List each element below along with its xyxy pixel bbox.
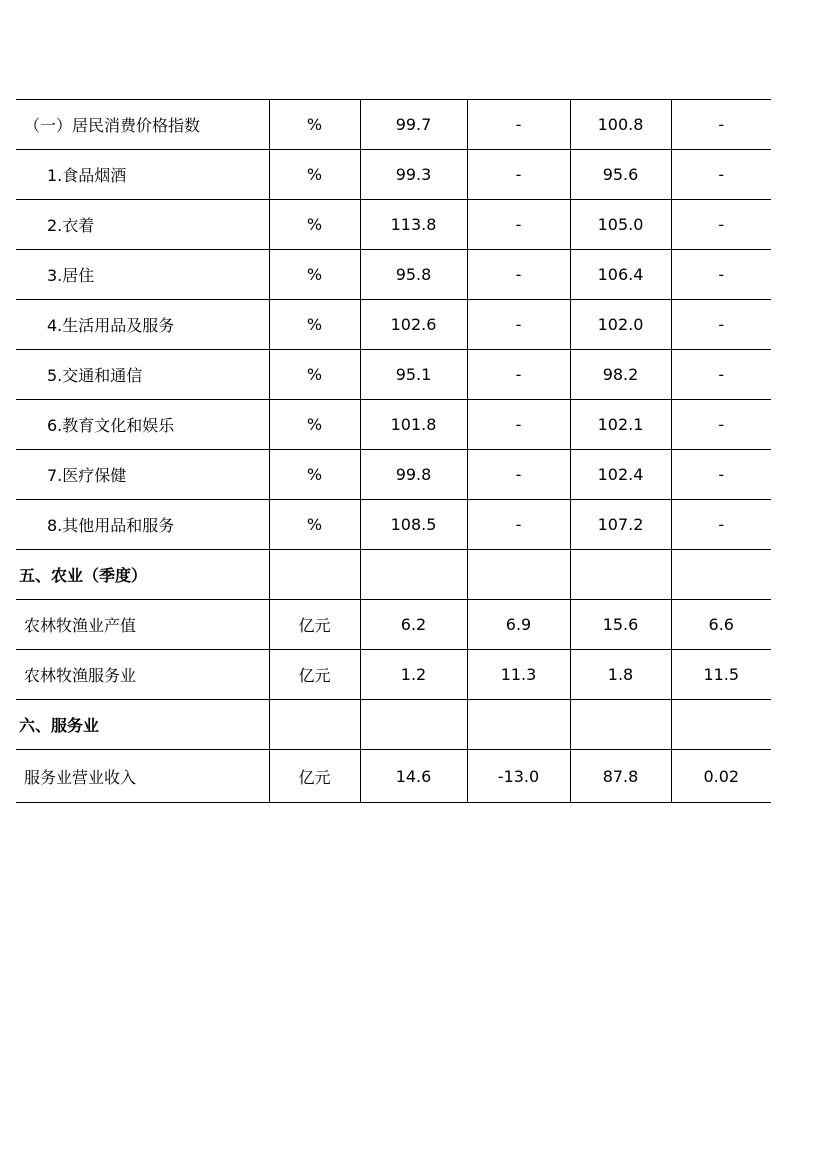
value-cell: 95.6 — [570, 150, 671, 200]
value-cell — [671, 700, 771, 750]
value-cell: 108.5 — [360, 500, 467, 550]
row-label: 7.医疗保健 — [16, 450, 269, 500]
value-cell: 102.0 — [570, 300, 671, 350]
value-cell — [570, 700, 671, 750]
table-row — [16, 600, 771, 650]
unit-cell: % — [269, 350, 360, 400]
unit-cell — [269, 700, 360, 750]
unit-cell: 亿元 — [269, 600, 360, 650]
row-label: 农林牧渔业产值 — [16, 600, 269, 650]
row-label: 6.教育文化和娱乐 — [16, 400, 269, 450]
value-cell: 6.6 — [671, 600, 771, 650]
value-cell: - — [671, 500, 771, 550]
unit-cell: % — [269, 450, 360, 500]
value-cell: 11.5 — [671, 650, 771, 700]
row-label: 服务业营业收入 — [16, 750, 269, 803]
unit-cell — [269, 550, 360, 600]
value-cell: 99.3 — [360, 150, 467, 200]
unit-cell: % — [269, 200, 360, 250]
value-cell: 102.1 — [570, 400, 671, 450]
row-label: （一）居民消费价格指数 — [16, 100, 269, 150]
value-cell: - — [467, 450, 570, 500]
value-cell: - — [467, 200, 570, 250]
value-cell: - — [467, 250, 570, 300]
row-label: 2.衣着 — [16, 200, 269, 250]
value-cell — [467, 700, 570, 750]
value-cell: 102.4 — [570, 450, 671, 500]
value-cell — [467, 550, 570, 600]
value-cell: 102.6 — [360, 300, 467, 350]
value-cell: 101.8 — [360, 400, 467, 450]
value-cell: 0.02 — [671, 750, 771, 803]
unit-cell: 亿元 — [269, 750, 360, 803]
statistics-table — [16, 99, 771, 803]
value-cell: 1.2 — [360, 650, 467, 700]
value-cell: - — [671, 100, 771, 150]
value-cell: - — [467, 350, 570, 400]
unit-cell: % — [269, 250, 360, 300]
section-row — [16, 550, 771, 600]
row-label: 8.其他用品和服务 — [16, 500, 269, 550]
value-cell: 99.7 — [360, 100, 467, 150]
value-cell: - — [467, 300, 570, 350]
table-row — [16, 150, 771, 200]
value-cell — [570, 550, 671, 600]
value-cell — [360, 700, 467, 750]
table-row — [16, 400, 771, 450]
value-cell: 113.8 — [360, 200, 467, 250]
value-cell: 6.9 — [467, 600, 570, 650]
value-cell: - — [671, 150, 771, 200]
table-row — [16, 200, 771, 250]
value-cell: 1.8 — [570, 650, 671, 700]
value-cell: 106.4 — [570, 250, 671, 300]
section-heading: 五、农业（季度） — [16, 550, 269, 600]
unit-cell: % — [269, 150, 360, 200]
unit-cell: % — [269, 100, 360, 150]
section-row — [16, 700, 771, 750]
table-row — [16, 500, 771, 550]
row-label: 5.交通和通信 — [16, 350, 269, 400]
value-cell: - — [671, 450, 771, 500]
table-row — [16, 300, 771, 350]
table-row — [16, 100, 771, 150]
table-row — [16, 250, 771, 300]
row-label: 4.生活用品及服务 — [16, 300, 269, 350]
value-cell: - — [671, 350, 771, 400]
value-cell: - — [467, 100, 570, 150]
value-cell: - — [671, 250, 771, 300]
value-cell — [360, 550, 467, 600]
section-heading: 六、服务业 — [16, 700, 269, 750]
table-row — [16, 750, 771, 803]
row-label: 3.居住 — [16, 250, 269, 300]
unit-cell: % — [269, 300, 360, 350]
unit-cell: % — [269, 400, 360, 450]
value-cell: -13.0 — [467, 750, 570, 803]
value-cell: 98.2 — [570, 350, 671, 400]
value-cell: 95.1 — [360, 350, 467, 400]
row-label: 1.食品烟酒 — [16, 150, 269, 200]
table-row — [16, 650, 771, 700]
value-cell: 95.8 — [360, 250, 467, 300]
value-cell: 15.6 — [570, 600, 671, 650]
value-cell: 87.8 — [570, 750, 671, 803]
value-cell: 6.2 — [360, 600, 467, 650]
unit-cell: 亿元 — [269, 650, 360, 700]
value-cell: - — [467, 400, 570, 450]
value-cell: - — [671, 300, 771, 350]
value-cell: - — [467, 150, 570, 200]
value-cell: 99.8 — [360, 450, 467, 500]
table-row — [16, 350, 771, 400]
table-row — [16, 450, 771, 500]
value-cell: 105.0 — [570, 200, 671, 250]
value-cell: - — [467, 500, 570, 550]
value-cell: - — [671, 200, 771, 250]
value-cell: 14.6 — [360, 750, 467, 803]
row-label: 农林牧渔服务业 — [16, 650, 269, 700]
value-cell: 107.2 — [570, 500, 671, 550]
unit-cell: % — [269, 500, 360, 550]
value-cell: 11.3 — [467, 650, 570, 700]
value-cell: - — [671, 400, 771, 450]
value-cell — [671, 550, 771, 600]
value-cell: 100.8 — [570, 100, 671, 150]
